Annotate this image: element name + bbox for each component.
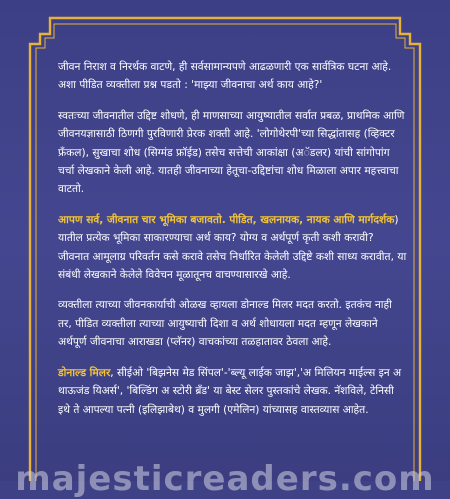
author-bio: , सीईओ 'बिझनेस मेड सिंपल'-'ब्ल्यू लाईक जाझ','अ मिलियन माईल्स इन अ थाऊजंड यिअर्स', 'बिल्डिंग अ स्टोरी ब्रँड' या बेस्ट सेलर पुस्तकांचे लेखक. नॅशविले, टेनिसी इथे ते आपल्या पत्नी (इलिझाबेथ) व मुलगी (एमेलिन) यांच्यासह वास्तव्यास आहेत. xyxy=(58,366,402,416)
blurb-text xyxy=(58,58,408,431)
roles-paragraph xyxy=(58,211,408,285)
roles-body: ) यातील प्रत्येक भूमिका साकारण्याचा अर्थ काय? योग्य व अर्थपूर्ण कृती कशी करावी? जीवनात आमूलाग्र परिवर्तन कसे करावे तसेच निर्धारित केलेली उद्दिष्टे कशी साध्य करावीत, या संबंधी लेखकाने केलेले विवेचन मूळातूनच वाचण्यासारखे आहे. xyxy=(58,213,407,282)
purpose-paragraph: स्वतःच्या जीवनातील उद्दिष्ट शोधणे, ही माणसाच्या आयुष्यातील सर्वात प्रबळ, प्राथमिक आणि जीवनयज्ञासाठी ठिणगी पुरविणारी प्रेरक शक्ती आहे. 'लोगोथेरपी'च्या सिद्धांतासह (व्हिक्टर फ्रँकल), सुखाचा शोध (सिग्मंड फ्रॉईड) तसेच सत्तेची आकांक्षा (अॅडलर) यांची सांगोपांग चर्चा लेखकाने केली आहे. यातही जीवनाच्या हेतूचा-उद्दिष्टांचा शोध मिळाला अपार महत्त्वाचा वाटतो. xyxy=(58,109,405,196)
author-paragraph xyxy=(58,364,408,419)
watermark: majesticreaders.com xyxy=(15,459,435,499)
intro-paragraph: जीवन निराश व निरर्थक वाटणे, ही सर्वसामान्यपणे आढळणारी एक सार्वत्रिक घटना आहे. अशा पीडित व्यक्तीला प्रश्न पडतो : 'माझ्या जीवनाचा अर्थ काय आहे?' xyxy=(58,61,392,92)
author-name: डोनाल्ड मिलर xyxy=(58,366,111,379)
planner-paragraph: व्यक्तीला त्याच्या जीवनकार्याची ओळख व्हायला डोनाल्ड मिलर मदत करतो. इतकंच नाही तर, पीडित व्यक्तीला त्याच्या आयुष्याची दिशा व अर्थ शोधायला मदत म्हणून लेखकाने अर्थपूर्ण जीवनाचा आराखडा (प्लॅनर) वाचकांच्या तळहातावर ठेवला आहे. xyxy=(58,299,392,349)
roles-highlight: आपण सर्व, जीवनात चार भूमिका बजावतो. पीडित, खलनायक, नायक आणि मार्गदर्शक xyxy=(58,213,395,226)
